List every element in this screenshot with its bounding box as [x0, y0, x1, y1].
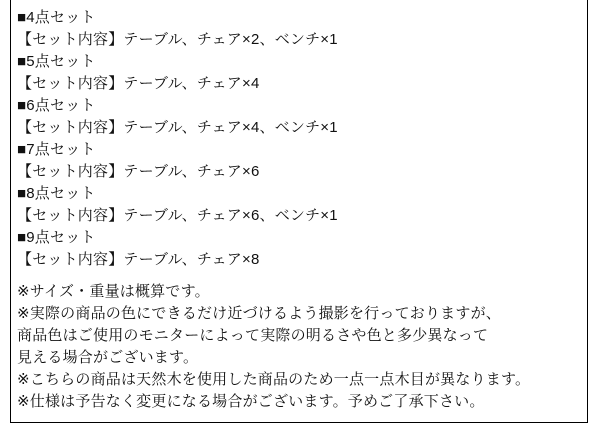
notes-list [17, 281, 577, 413]
note-line: 見える場合がございます。 [17, 349, 199, 366]
set-title: ■6点セット [17, 97, 96, 114]
set-title: ■8点セット [17, 185, 96, 202]
note-line: ※実際の商品の色にできるだけ近づけるよう撮影を行っておりますが、 [17, 305, 501, 322]
set-contents: 【セット内容】テーブル、チェア×2、ベンチ×1 [17, 31, 338, 48]
set-title: ■5点セット [17, 53, 96, 70]
set-contents: 【セット内容】テーブル、チェア×4、ベンチ×1 [17, 119, 338, 136]
note-line: ※仕様は予告なく変更になる場合がございます。予めご了承下さい。 [17, 393, 485, 410]
note-line: 商品色はご使用のモニターによって実際の明るさや色と多少異なって [17, 327, 489, 344]
set-title: ■7点セット [17, 141, 96, 158]
note-line: ※こちらの商品は天然木を使用した商品のため一点一点木目が異なります。 [17, 371, 531, 388]
set-list [17, 7, 577, 271]
set-title: ■9点セット [17, 229, 96, 246]
set-contents: 【セット内容】テーブル、チェア×8 [17, 251, 260, 268]
product-spec-panel [10, 0, 588, 423]
set-contents: 【セット内容】テーブル、チェア×6、ベンチ×1 [17, 207, 338, 224]
set-contents: 【セット内容】テーブル、チェア×6 [17, 163, 260, 180]
note-line: ※サイズ・重量は概算です。 [17, 283, 210, 300]
set-title: ■4点セット [17, 9, 96, 26]
set-contents: 【セット内容】テーブル、チェア×4 [17, 75, 260, 92]
